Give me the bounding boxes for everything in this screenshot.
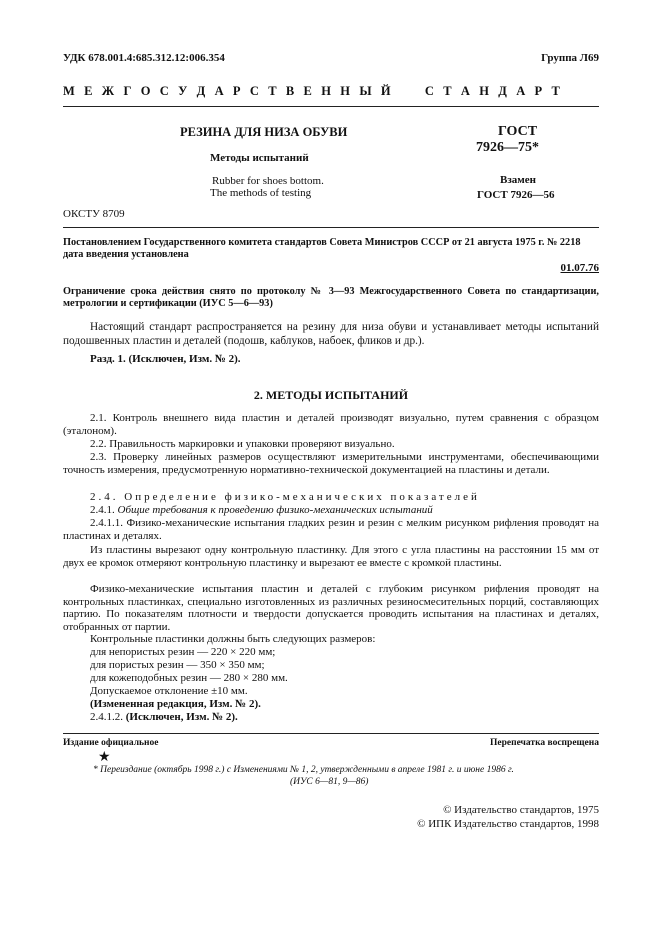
limitation-note: Ограничение срока действия снято по протоколу № 3—93 Межгосударственного Совета по стандартизации, метрологии и сертификации (ИУС 5—6—93) (63, 286, 599, 309)
star-icon: ★ (98, 750, 111, 765)
document-subtitle: Методы испытаний (210, 152, 309, 164)
okstu-code: ОКСТУ 8709 (63, 208, 125, 220)
sizes-intro: Контрольные пластинки должны быть следующих размеров: (90, 633, 376, 645)
clause-2-4-1 (63, 504, 599, 517)
reprint-prohibited: Перепечатка воспрещена (489, 738, 599, 748)
document-title: РЕЗИНА ДЛЯ НИЗА ОБУВИ (180, 125, 348, 139)
udk-code: УДК 678.001.4:685.312.12:006.354 (63, 52, 225, 64)
clause-2-1: 2.1. Контроль внешнего вида пластин и деталей производят визуально, путем сравнения с образцом (эталоном). (63, 412, 599, 437)
decree-text: Постановлением Государственного комитета стандартов Совета Министров СССР от 21 августа 1975 г. № 2218 дата введения установлена (63, 237, 581, 260)
copyright-1998: © ИПК Издательство стандартов, 1998 (417, 818, 599, 830)
official-edition: Издание официальное (63, 738, 159, 748)
replaces-label: Взамен (500, 174, 536, 186)
size-leatherlike: для кожеподобных резин — 280 × 280 мм. (90, 672, 288, 684)
replaces-standard: ГОСТ 7926—56 (477, 189, 555, 201)
cut-paragraph: Из пластины вырезают одну контрольную пластинку. Для этого с угла пластины на расстоянии 15 мм от двух ее кромок отмеряют контрольную пластинку и вырезают ее вместе с кромкой пластины. (63, 544, 599, 569)
section-2-title: 2. МЕТОДЫ ИСПЫТАНИЙ (253, 388, 409, 402)
english-title-2: The methods of testing (210, 187, 312, 199)
clause-2-4: 2.4. Определение физико-механических показателей (90, 491, 480, 503)
amended-edition: (Измененная редакция, Изм. № 2). (90, 698, 261, 710)
header-rule (63, 106, 599, 107)
footer-rule (63, 733, 599, 734)
tolerance: Допускаемое отклонение ±10 мм. (90, 685, 248, 697)
intro-paragraph: Настоящий стандарт распространяется на резину для низа обуви и устанавливает методы испытаний подошвенных пластин и деталей (подошв, каблуков, набоек, фликов и др.). (63, 321, 599, 347)
size-nonporous: для непористых резин — 220 × 220 мм; (90, 646, 276, 658)
clause-2-4-1-1: 2.4.1.1. Физико-механические испытания гладких резин и резин с мелким рисунком рифления проводят на пластинах и деталях. (63, 517, 599, 542)
clause-2-4-1-2-text: (Исключен, Изм. № 2). (125, 711, 238, 723)
english-title-1: Rubber for shoes bottom. (212, 175, 324, 187)
title-rule (63, 227, 599, 228)
clause-2-2: 2.2. Правильность маркировки и упаковки проверяют визуально. (90, 438, 395, 450)
clause-2-4-1-2-number: 2.4.1.2. (90, 711, 123, 723)
section-1-excluded: Разд. 1. (Исключен, Изм. № 2). (90, 353, 241, 365)
reissue-note: * Переиздание (октябрь 1998 г.) с Изменениями № 1, 2, утвержденными в апреле 1981 г. и июне 1986 г. (93, 765, 514, 775)
standard-banner: М Е Ж Г О С У Д А Р С Т В Е Н Н Ы Й С Т А Н Д А Р Т (63, 84, 563, 98)
effective-date: 01.07.76 (560, 262, 599, 274)
deep-pattern-paragraph: Физико-механические испытания пластин и деталей с глубоким рисунком рифления проводят на контрольных пластинках, специально изготовленных из различных резиносмесительных порций, составляющих партию. По показателям плотности и твердости допускается проводить испытания на пластинах и деталях, отобранных от партии. (63, 583, 599, 633)
gost-label: ГОСТ (498, 124, 538, 139)
clause-2-4-1-number: 2.4.1. (90, 504, 115, 516)
gost-number: 7926—75* (476, 140, 539, 155)
copyright-1975: © Издательство стандартов, 1975 (443, 804, 599, 816)
size-porous: для пористых резин — 350 × 350 мм; (90, 659, 265, 671)
reissue-note-ius: (ИУС 6—81, 9—86) (290, 777, 369, 787)
group-code: Группа Л69 (541, 52, 599, 64)
clause-2-4-1-title: Общие требования к проведению физико-механических испытаний (117, 504, 433, 516)
clause-2-4-1-2 (63, 711, 599, 724)
clause-2-3: 2.3. Проверку линейных размеров осуществляют измерительными инструментами, обеспечивающими точность измерения, предусмотренную нормативно-технической документацией на пластины и детали. (63, 451, 599, 476)
